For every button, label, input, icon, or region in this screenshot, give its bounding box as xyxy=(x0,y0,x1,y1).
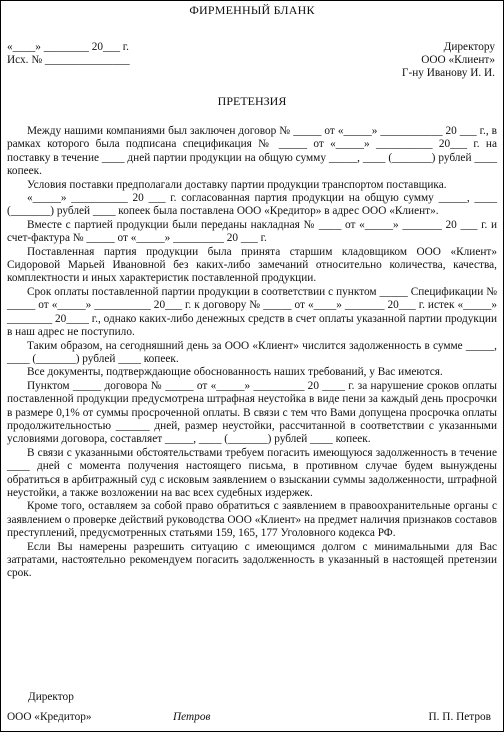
addressee-company: ООО «Клиент» xyxy=(421,54,495,66)
paragraph: Вместе с партией продукции были переданы накладная № ____ от «_____» _______ 20 ___ г. и счет-фактура № _____ от «_____» _________ 20 ___ г. xyxy=(7,218,497,245)
addressee-block xyxy=(402,41,495,80)
claim-body xyxy=(7,125,497,581)
paragraph: Поставленная партия продукции была принята старшим кладовщиком ООО «Клиент» Сидоровой Марьей Ивановной без каких-либо замечаний относительно количества, качества, комплектности и иных характеристик поставленной продукции. xyxy=(7,245,497,285)
letter-meta xyxy=(7,41,130,67)
paragraph: Условия поставки предполагали доставку партии продукции транспортом поставщика. xyxy=(27,178,447,191)
signatory-name: П. П. Петров xyxy=(428,711,491,723)
document-subject: ПРЕТЕНЗИЯ xyxy=(217,94,287,108)
paragraph: Срок оплаты поставленной партии продукции в соответствии с пунктом _____ Спецификации № _____ от «_____» __________ 20___ г. к договору № _____ от «____» _______ 20___ г. истек «_____» ________ 20____ г., однако каких-либо денежных средств в счет оплаты указанной партии продукции в наш адрес не поступило. xyxy=(7,285,497,339)
paragraph: В связи с указанными обстоятельствами требуем погасить имеющуюся задолженность в течение ____ дней с момента получения настоящего письма, в противном случае будем вынуждены обратиться в арбитражный суд с исковым заявлением о взыскании суммы задолженности, штрафной неустойки, а также возложении на вас всех судебных издержек. xyxy=(7,446,497,499)
paragraph: Все документы, подтверждающие обоснованность наших требований, у Вас имеются. xyxy=(27,366,443,379)
letter-date-line: «____» ________ 20___ г. xyxy=(7,41,129,53)
signatory-company: ООО «Кредитор» xyxy=(7,711,92,723)
paragraph: Если Вы намерены разрешить ситуацию с имеющимся долгом с минимальными для Вас затратами, настоятельно рекомендуем погасить задолженность в указанный в настоящей претензии срок. xyxy=(7,540,497,580)
paragraph: Таким образом, на сегодняшний день за ООО «Клиент» числится задолженность в сумме _____, ____ (_______) рублей ____ копеек. xyxy=(7,339,497,365)
paragraph: Между нашими компаниями был заключен договор № _____ от «_____» ___________ 20 ___ г., в рамках которого была подписана спецификация № _____ от «_____» __________ 20___ г. на поставку в течение ____ дней партии продукции на общую сумму _____, ____ (_______) рублей ____ копеек. xyxy=(7,125,497,178)
paragraph: Кроме того, оставляем за собой право обратиться с заявлением в правоохранительные органы с заявлением о проверке действий руководства ООО «Клиент» на предмет наличия признаков составов преступлений, предусмотренных статьями 159, 165, 177 Уголовного кодекса РФ. xyxy=(7,500,498,540)
signature-row xyxy=(7,711,497,725)
signatory-title: Директор xyxy=(28,691,74,703)
addressee-person: Г-ну Иванову И. И. xyxy=(401,67,495,79)
paragraph: Пунктом _____ договора № _____ от «_____» _________ 20 ____ г. за нарушение сроков оплаты поставленной продукции предусмотрена штрафная неустойка в виде пени за каждый день просрочки в размере 0,1% от суммы просроченной оплаты. В связи с тем что Вами допущена просрочка оплаты продолжительностью ______ дней, размер неустойки, рассчитанной в соответствии с указанными условиями договора, составляет _____, ____ (_______) рублей ____ копеек. xyxy=(7,379,497,446)
letterhead-title: ФИРМЕННЫЙ БЛАНК xyxy=(189,3,315,17)
paragraph: «_____» __________ 20 ___ г. согласованная партия продукции на общую сумму _____, ____ (_______) рублей ____ копеек была поставлена ООО «Кредитор» в адрес ООО «Клиент». xyxy=(7,192,497,218)
outgoing-number-line: Исх. № _______________ xyxy=(7,54,130,66)
addressee-position: Директору xyxy=(443,41,495,53)
handwritten-signature: Петров xyxy=(173,711,211,723)
